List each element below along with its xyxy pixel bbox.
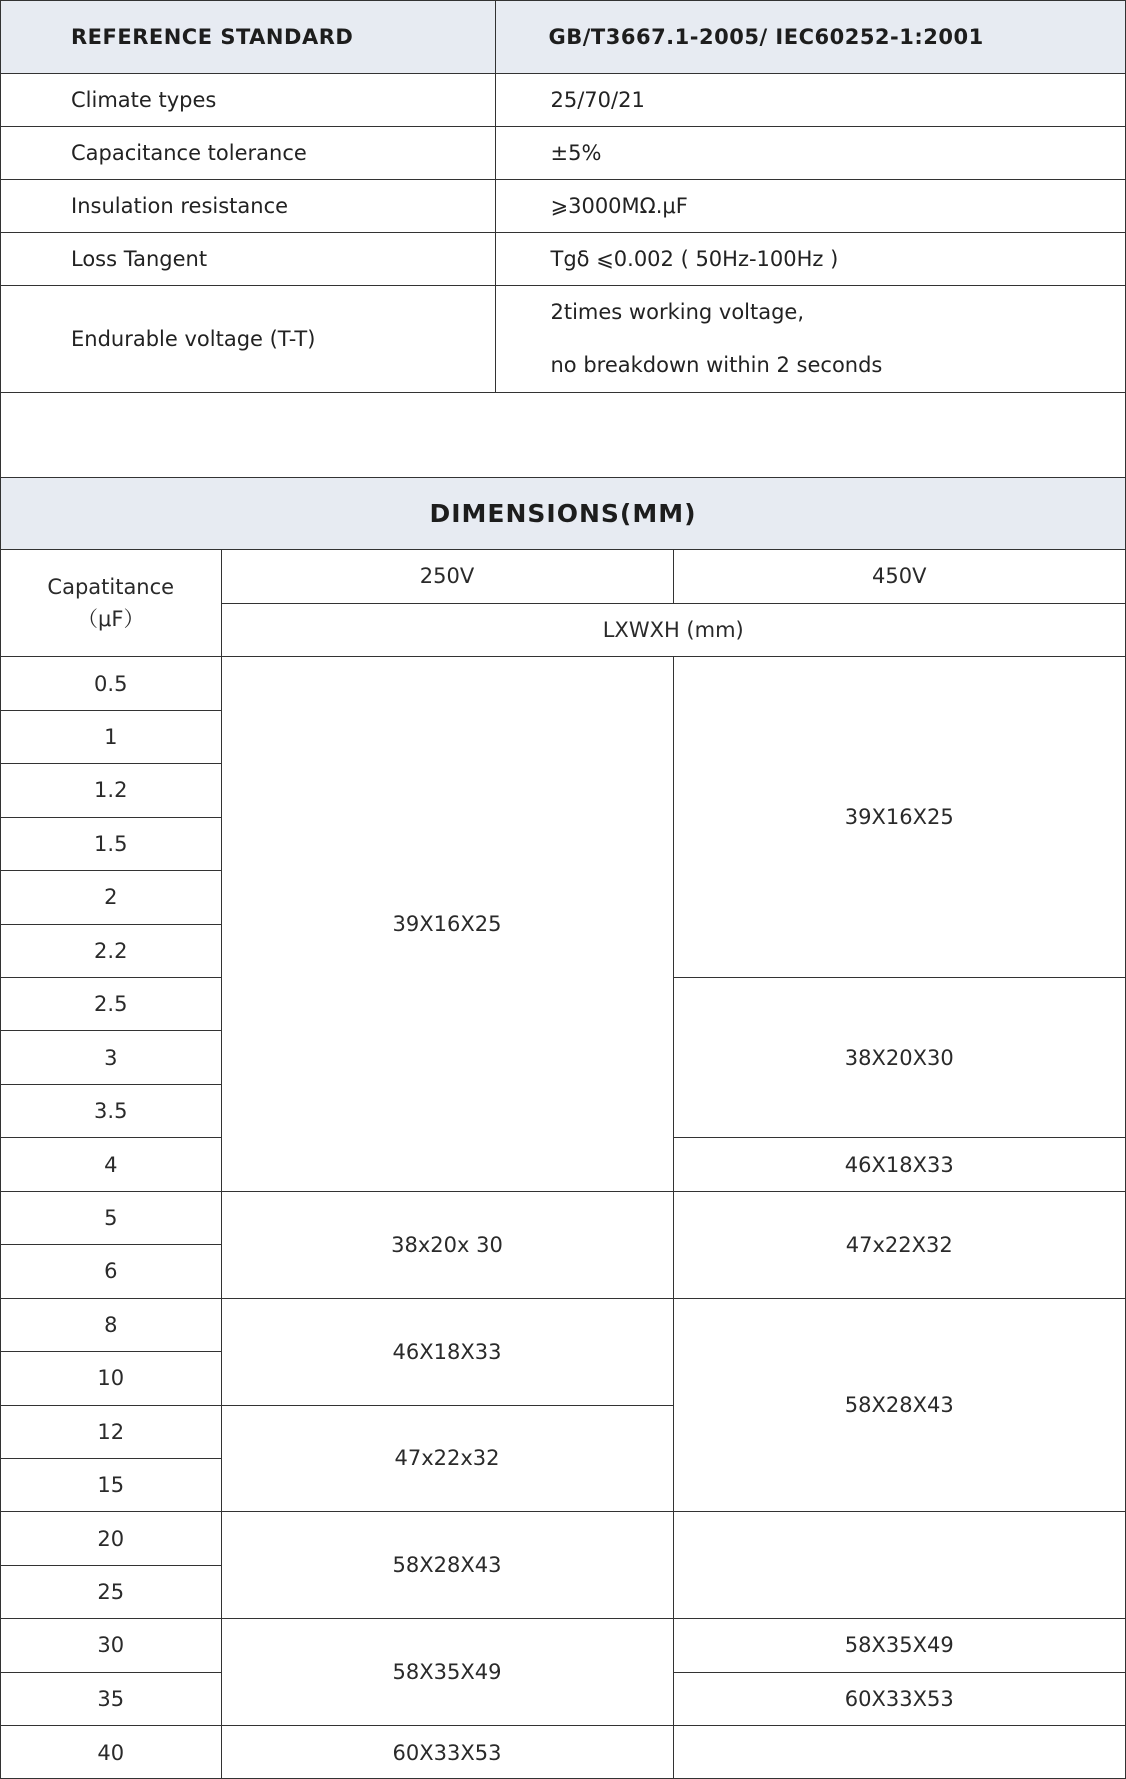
spec-label: Capacitance tolerance bbox=[1, 126, 495, 179]
capacitance-cell: 2 bbox=[1, 871, 221, 924]
dim-450-cell: 58X35X49 bbox=[673, 1619, 1125, 1672]
dim-450-cell-empty bbox=[673, 1726, 1125, 1779]
dimensions-title: DIMENSIONS(MM) bbox=[1, 477, 1125, 550]
capacitance-cell: 15 bbox=[1, 1458, 221, 1511]
capacitance-cell: 1.5 bbox=[1, 817, 221, 870]
capacitance-cell: 3 bbox=[1, 1031, 221, 1084]
capacitance-cell: 2.5 bbox=[1, 978, 221, 1031]
capacitance-header-unit: （μF） bbox=[77, 607, 145, 632]
spec-row bbox=[1, 232, 1125, 285]
capacitance-cell: 1.2 bbox=[1, 764, 221, 817]
dim-450-cell-empty bbox=[673, 1512, 1125, 1619]
capacitance-cell: 0.5 bbox=[1, 657, 221, 710]
dim-250-cell: 60X33X53 bbox=[221, 1726, 673, 1779]
reference-standard-label: REFERENCE STANDARD bbox=[1, 1, 495, 73]
dimensions-table bbox=[1, 550, 1125, 1779]
spec-row bbox=[1, 179, 1125, 232]
dim-450-cell: 39X16X25 bbox=[673, 657, 1125, 978]
dim-header-row bbox=[1, 550, 1125, 603]
capacitance-cell: 30 bbox=[1, 1619, 221, 1672]
capacitance-cell: 20 bbox=[1, 1512, 221, 1565]
table-row bbox=[1, 1191, 1125, 1244]
table-row bbox=[1, 1726, 1125, 1779]
spec-label: Climate types bbox=[1, 73, 495, 126]
capacitance-cell: 5 bbox=[1, 1191, 221, 1244]
capacitance-cell: 8 bbox=[1, 1298, 221, 1351]
spec-row bbox=[1, 73, 1125, 126]
dim-450-cell: 47x22X32 bbox=[673, 1191, 1125, 1298]
table-row bbox=[1, 657, 1125, 710]
capacitance-cell: 40 bbox=[1, 1726, 221, 1779]
dim-450-cell: 58X28X43 bbox=[673, 1298, 1125, 1512]
dim-450-cell: 60X33X53 bbox=[673, 1672, 1125, 1725]
capacitance-cell: 4 bbox=[1, 1138, 221, 1191]
dim-450-cell: 38X20X30 bbox=[673, 978, 1125, 1138]
table-row bbox=[1, 1298, 1125, 1351]
capacitance-cell: 2.2 bbox=[1, 924, 221, 977]
dim-250-cell: 46X18X33 bbox=[221, 1298, 673, 1405]
spec-value: ±5% bbox=[495, 126, 1125, 179]
capacitance-cell: 25 bbox=[1, 1565, 221, 1618]
dim-250-cell: 58X28X43 bbox=[221, 1512, 673, 1619]
capacitance-cell: 3.5 bbox=[1, 1084, 221, 1137]
capacitance-header-label: Capatitance bbox=[47, 575, 175, 600]
unit-header: LXWXH (mm) bbox=[221, 603, 1125, 656]
capacitance-cell: 1 bbox=[1, 710, 221, 763]
reference-standard-value: GB/T3667.1-2005/ IEC60252-1:2001 bbox=[495, 1, 1125, 73]
spec-label: Loss Tangent bbox=[1, 232, 495, 285]
dim-250-cell: 38x20x 30 bbox=[221, 1191, 673, 1298]
dim-250-cell: 47x22x32 bbox=[221, 1405, 673, 1512]
table-row bbox=[1, 1619, 1125, 1672]
dim-250-cell: 58X35X49 bbox=[221, 1619, 673, 1726]
table-row bbox=[1, 1512, 1125, 1565]
capacitance-cell: 35 bbox=[1, 1672, 221, 1725]
spec-row-endurable bbox=[1, 285, 1125, 392]
capacitance-cell: 10 bbox=[1, 1352, 221, 1405]
capacitance-cell: 12 bbox=[1, 1405, 221, 1458]
spec-row bbox=[1, 126, 1125, 179]
spec-label: Insulation resistance bbox=[1, 179, 495, 232]
dim-450-cell: 46X18X33 bbox=[673, 1138, 1125, 1191]
spec-value: 25/70/21 bbox=[495, 73, 1125, 126]
reference-standard-table bbox=[1, 1, 1125, 393]
endurable-voltage-value bbox=[495, 285, 1125, 392]
spec-header-row bbox=[1, 1, 1125, 73]
voltage-450-header: 450V bbox=[673, 550, 1125, 603]
capacitance-cell: 6 bbox=[1, 1245, 221, 1298]
section-spacer bbox=[1, 398, 1125, 477]
dim-250-cell: 39X16X25 bbox=[221, 657, 673, 1191]
endurable-voltage-label: Endurable voltage (T-T) bbox=[1, 285, 495, 392]
endurable-line-1: 2times working voltage, bbox=[550, 299, 805, 324]
spec-value: ⩾3000MΩ.μF bbox=[495, 179, 1125, 232]
endurable-line-2: no breakdown within 2 seconds bbox=[550, 352, 883, 377]
spec-value: Tgδ ⩽0.002 ( 50Hz-100Hz ) bbox=[495, 232, 1125, 285]
voltage-250-header: 250V bbox=[221, 550, 673, 603]
capacitance-header bbox=[1, 550, 221, 657]
